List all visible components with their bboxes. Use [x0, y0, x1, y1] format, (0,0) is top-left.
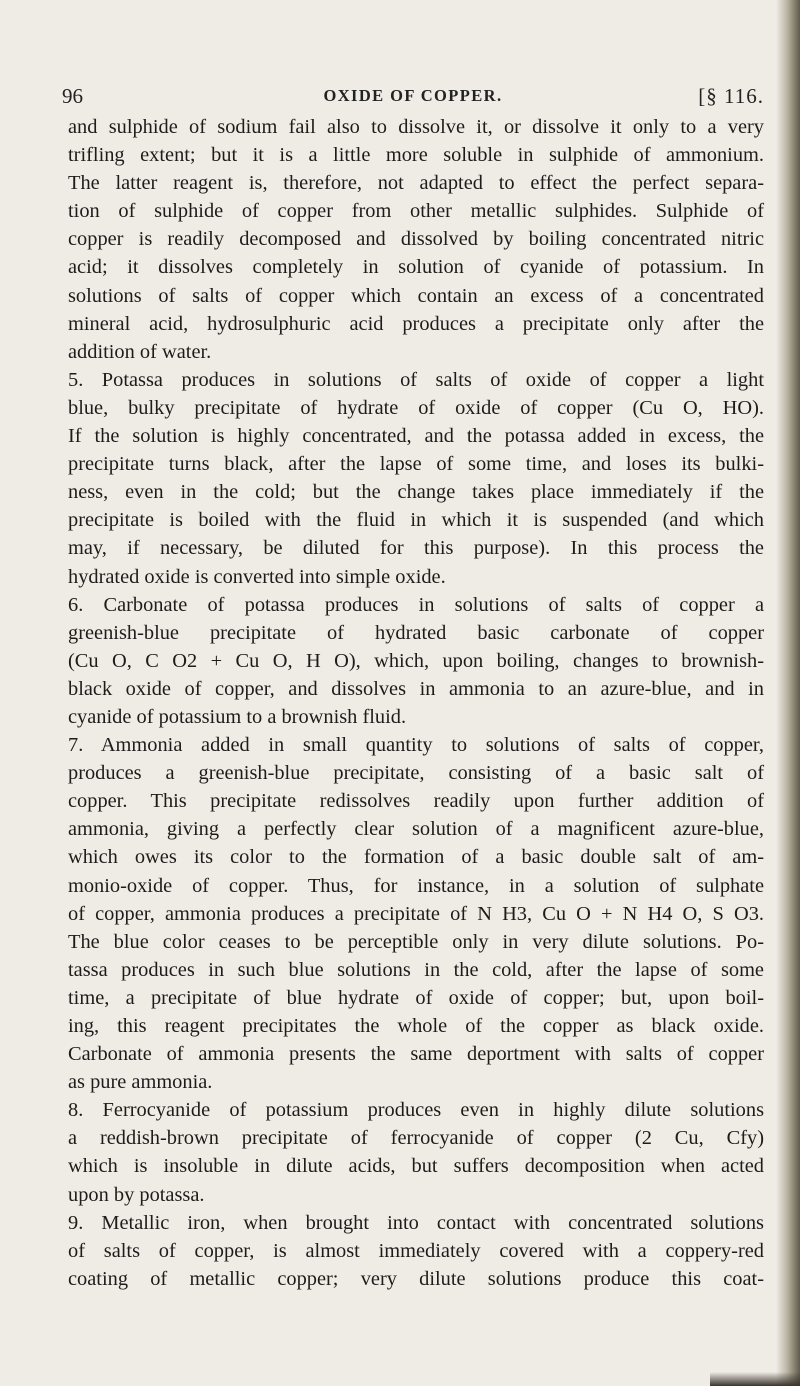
- text-line: hydrated oxide is converted into simple oxide.: [68, 565, 446, 588]
- text-line: coating of metallic copper; very dilute solutions produce this coat-: [68, 1267, 764, 1290]
- text-line: (Cu O, C O2 + Cu O, H O), which, upon boiling, changes to brownish-: [68, 649, 764, 672]
- text-line: 8. Ferrocyanide of potassium produces even in highly dilute solutions: [68, 1099, 764, 1122]
- text-line: ing, this reagent precipitates the whole of the copper as black oxide.: [68, 1015, 764, 1037]
- text-line: a reddish-brown precipitate of ferrocyanide of copper (2 Cu, Cfy): [68, 1127, 764, 1150]
- running-title: OXIDE OF COPPER.: [323, 86, 503, 105]
- text-line: The blue color ceases to be perceptible only in very dilute solutions. Po-: [68, 930, 764, 953]
- text-line: copper. This precipitate redissolves readily upon further addition of: [68, 790, 764, 813]
- page-number: 96: [62, 84, 83, 108]
- body-text: [68, 113, 764, 1293]
- text-line: greenish-blue precipitate of hydrated basic carbonate of copper: [68, 621, 764, 644]
- text-line: blue, bulky precipitate of hydrate of oxide of copper (Cu O, HO).: [68, 396, 764, 419]
- text-line: If the solution is highly concentrated, and the potassa added in excess, the: [68, 425, 764, 448]
- text-line: tassa produces in such blue solutions in the cold, after the lapse of some: [68, 958, 764, 981]
- text-line: produces a greenish-blue precipitate, consisting of a basic salt of: [68, 762, 764, 785]
- text-line: 7. Ammonia added in small quantity to solutions of salts of copper,: [68, 734, 764, 757]
- running-head: [62, 84, 764, 114]
- text-line: trifling extent; but it is a little more soluble in sulphide of ammonium.: [68, 144, 764, 167]
- text-line: addition of water.: [68, 340, 212, 363]
- text-line: Carbonate of ammonia presents the same deportment with salts of copper: [68, 1043, 764, 1066]
- text-line: mineral acid, hydrosulphuric acid produces a precipitate only after the: [68, 312, 764, 335]
- text-line: of salts of copper, is almost immediately covered with a coppery-red: [68, 1239, 764, 1262]
- page-corner-shadow: [710, 1372, 800, 1386]
- text-line: 5. Potassa produces in solutions of salts of oxide of copper a light: [68, 368, 764, 391]
- text-line: upon by potassa.: [68, 1183, 205, 1206]
- text-line: black oxide of copper, and dissolves in ammonia to an azure-blue, and in: [68, 677, 764, 700]
- text-line: monio-oxide of copper. Thus, for instance, in a solution of sulphate: [68, 874, 764, 897]
- text-line: which owes its color to the formation of a basic double salt of am-: [68, 846, 764, 869]
- text-line: 6. Carbonate of potassa produces in solutions of salts of copper a: [68, 593, 764, 616]
- text-line: copper is readily decomposed and dissolved by boiling concentrated nitric: [68, 228, 764, 251]
- text-line: ness, even in the cold; but the change takes place immediately if the: [68, 481, 764, 504]
- text-line: as pure ammonia.: [68, 1071, 213, 1094]
- text-line: The latter reagent is, therefore, not adapted to effect the perfect separa-: [68, 172, 764, 195]
- text-line: of copper, ammonia produces a precipitate of N H3, Cu O + N H4 O, S O3.: [68, 902, 764, 925]
- text-line: solutions of salts of copper which contain an excess of a concentrated: [68, 284, 764, 307]
- text-line: 9. Metallic iron, when brought into contact with concentrated solutions: [68, 1211, 764, 1234]
- text-line: time, a precipitate of blue hydrate of oxide of copper; but, upon boil-: [68, 986, 764, 1009]
- text-line: and sulphide of sodium fail also to dissolve it, or dissolve it only to a very: [68, 116, 764, 138]
- text-line: may, if necessary, be diluted for this purpose). In this process the: [68, 537, 764, 560]
- text-line: tion of sulphide of copper from other metallic sulphides. Sulphide of: [68, 200, 764, 223]
- text-line: ammonia, giving a perfectly clear solution of a magnificent azure-blue,: [68, 818, 764, 841]
- text-line: acid; it dissolves completely in solution of cyanide of potassium. In: [68, 256, 764, 279]
- text-line: which is insoluble in dilute acids, but suffers decomposition when acted: [68, 1155, 764, 1178]
- text-line: precipitate turns black, after the lapse of some time, and loses its bulki-: [68, 453, 764, 476]
- text-line: cyanide of potassium to a brownish fluid.: [68, 705, 407, 728]
- section-reference: [§ 116.: [698, 84, 764, 108]
- page-edge-shadow: [776, 0, 800, 1386]
- text-line: precipitate is boiled with the fluid in which it is suspended (and which: [68, 509, 764, 532]
